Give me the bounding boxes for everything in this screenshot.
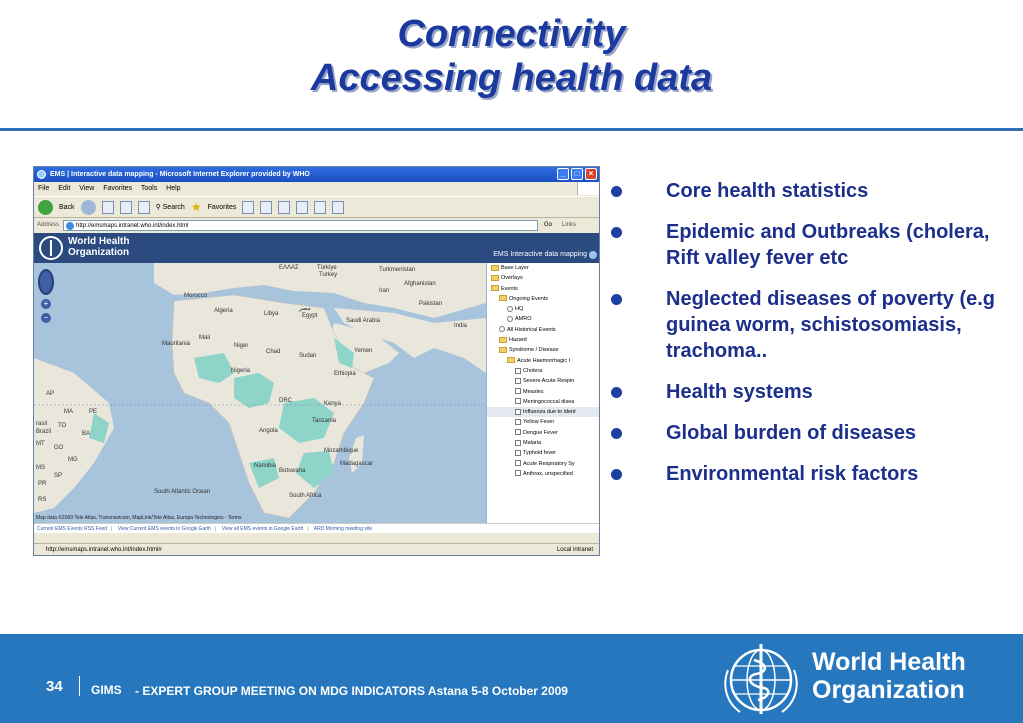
menu-tools[interactable]: Tools	[140, 185, 158, 192]
close-icon[interactable]: ×	[585, 168, 597, 180]
ems-org-line-2: Organization	[68, 247, 130, 258]
layer-tree-panel	[486, 263, 600, 523]
map-label-south-atlantic: South Atlantic Ocean	[154, 489, 211, 495]
map-label-pe: PE	[89, 409, 98, 415]
map-label-tanzania: Tanzania	[312, 418, 337, 424]
who-wordmark	[812, 648, 966, 704]
layer-tree-label: Typhoid fever	[523, 450, 557, 457]
map-label-mauritania: Mauritania	[162, 341, 191, 347]
stop-icon[interactable]	[102, 201, 114, 214]
map-label-ba: BA	[82, 431, 91, 437]
map-label-turkmenistan: Turkmenistan	[379, 267, 416, 273]
layer-tree-item[interactable]	[487, 397, 600, 407]
layer-tree-label: Acute Respiratory Sy	[523, 460, 575, 467]
layer-tree-label: Measles	[523, 388, 544, 395]
map-label-sp: SP	[54, 473, 63, 479]
layer-tree-label: AMRO	[515, 316, 532, 323]
browser-titlebar	[34, 167, 599, 182]
map-label-rs: RS	[38, 497, 47, 503]
map-label-pakistan: Pakistan	[419, 301, 443, 307]
layer-tree-label: Hazard	[509, 337, 527, 344]
address-url: http://emsmaps.intranet.who.int/index.html	[76, 222, 189, 229]
map-label-pr: PR	[38, 481, 47, 487]
bullet-icon	[611, 469, 622, 480]
layer-tree-label: Influenza due to ident	[523, 409, 576, 416]
maximize-icon[interactable]: □	[571, 168, 583, 180]
map-label-mozambique: Mozambique	[324, 448, 359, 454]
layer-tree-label: Base Layer	[501, 265, 529, 271]
rss-feed-link[interactable]: Current EMS Events RSS Feed	[37, 526, 108, 532]
browser-menubar	[34, 182, 599, 195]
browser-toolbar	[34, 196, 599, 218]
menu-favorites[interactable]: Favorites	[103, 185, 133, 192]
layer-tree-item[interactable]	[487, 325, 600, 335]
map-label-drc: DRC	[279, 398, 292, 404]
slide-number-divider	[79, 676, 80, 696]
ems-org-line-1: World Health	[68, 236, 130, 247]
back-icon[interactable]	[38, 200, 53, 215]
checkbox-icon[interactable]	[515, 388, 521, 394]
map-label-greece: ΕΛΛΑΣ	[279, 265, 299, 271]
checkbox-icon[interactable]	[515, 419, 521, 425]
list-item	[605, 461, 1023, 487]
folder-icon[interactable]	[499, 337, 507, 343]
map-label-yemen: Yemen	[354, 348, 373, 354]
list-item	[605, 379, 1023, 405]
menu-help[interactable]: Help	[166, 185, 181, 192]
layer-tree-label: Meningococcal disea	[523, 398, 575, 405]
map-credit: Map data ©2009 Tele Atlas, Transnavicom, MapLink/Tele Atlas, Europa Technologies - Terms	[36, 515, 242, 521]
menu-edit[interactable]: Edit	[58, 185, 71, 192]
layer-tree-item[interactable]	[487, 417, 600, 427]
checkbox-icon[interactable]	[515, 409, 521, 415]
help-icon[interactable]	[589, 251, 597, 259]
layer-tree-item[interactable]	[487, 438, 600, 448]
map-label-namibia: Namibia	[254, 463, 277, 469]
map-label-iran: Iran	[379, 288, 390, 294]
layer-tree-item[interactable]	[487, 345, 600, 355]
links-button[interactable]: Links	[562, 222, 577, 228]
layer-tree-item[interactable]	[487, 273, 600, 283]
who-emblem-icon	[718, 640, 804, 720]
who-wordmark-line-2: Organization	[812, 676, 965, 704]
go-button[interactable]: Go	[544, 222, 553, 228]
map-label-egypt: Egypt	[302, 313, 318, 319]
layer-tree-item[interactable]	[487, 448, 600, 458]
map-label-libya: Libya	[264, 311, 279, 317]
radio-icon[interactable]	[499, 326, 505, 332]
who-wordmark-line-1: World Health	[812, 648, 966, 676]
layer-tree-label: Anthrax, unspecified	[523, 470, 573, 477]
search-button[interactable]: ⚲ Search	[155, 204, 185, 211]
favorites-star-icon[interactable]: ★	[190, 200, 202, 214]
program-name: GIMS	[91, 683, 122, 697]
map-label-nigeria: Nigeria	[231, 368, 251, 374]
status-zone: Local intranet	[556, 547, 593, 553]
refresh-icon[interactable]	[120, 201, 132, 214]
search-button-label: Search	[162, 204, 185, 211]
bullet-icon	[611, 227, 622, 238]
folder-icon[interactable]	[491, 275, 499, 281]
forward-icon[interactable]	[81, 200, 96, 215]
list-item-text: Neglected diseases of poverty (e.g guinea worm, schistosomiasis, trachoma..	[666, 288, 996, 362]
back-button-label[interactable]: Back	[59, 203, 75, 211]
print-icon[interactable]	[278, 201, 290, 214]
list-item	[605, 219, 1023, 271]
slide-title	[0, 12, 1023, 100]
map-label-egypt-ar: مصر	[299, 306, 311, 312]
map-label-ms: MS	[36, 465, 45, 471]
topic-list	[605, 178, 1023, 502]
layer-tree-item[interactable]	[487, 459, 600, 469]
folder-icon[interactable]	[499, 295, 507, 301]
checkbox-icon[interactable]	[515, 460, 521, 466]
folder-icon[interactable]	[314, 201, 326, 214]
map-label-south-africa: South Africa	[289, 493, 322, 499]
title-line-2: Accessing health data	[310, 57, 713, 99]
layer-tree-label: All Historical Events	[507, 326, 556, 333]
address-input[interactable]	[63, 220, 538, 231]
bullet-icon	[611, 294, 622, 305]
folder-icon[interactable]	[499, 347, 507, 353]
layer-tree-item[interactable]	[487, 469, 600, 479]
who-emblem-icon	[39, 236, 63, 260]
checkbox-icon[interactable]	[515, 470, 521, 476]
pan-control-icon[interactable]	[38, 269, 54, 295]
list-item	[605, 420, 1023, 446]
map-label-to: TO	[58, 423, 67, 429]
layer-tree-item[interactable]	[487, 304, 600, 314]
map-label-ma: MA	[64, 409, 73, 415]
home-icon[interactable]	[138, 201, 150, 214]
slide-number: 34	[46, 678, 63, 695]
mail-icon[interactable]	[260, 201, 272, 214]
bullet-icon	[611, 186, 622, 197]
map-label-mg: MG	[68, 457, 78, 463]
map-label-mt: MT	[36, 441, 45, 447]
map-label-mali: Mali	[199, 335, 211, 341]
map-label-turkey-en: Turkey	[319, 272, 338, 278]
checkbox-icon[interactable]	[515, 429, 521, 435]
browser-screenshot	[33, 166, 600, 556]
layer-tree-item[interactable]	[487, 335, 600, 345]
layer-tree-label: Dengue Fever	[523, 429, 558, 436]
layer-tree-label: Acute Haemorrhagic I	[517, 357, 571, 364]
list-item-text: Environmental risk factors	[666, 463, 919, 485]
folder-icon[interactable]	[491, 285, 499, 291]
messenger-icon[interactable]	[332, 201, 344, 214]
title-divider	[0, 128, 1023, 131]
history-icon[interactable]	[242, 201, 254, 214]
title-line-1: Connectivity	[397, 13, 626, 55]
browser-window-title: EMS | Interactive data mapping - Microsoft Internet Explorer provided by WHO	[50, 171, 310, 178]
checkbox-icon[interactable]	[515, 368, 521, 374]
meeting-caption: - EXPERT GROUP MEETING ON MDG INDICATORS Astana 5-8 October 2009	[135, 684, 568, 698]
map-label-chad: Chad	[266, 349, 281, 355]
zoom-out-icon[interactable]: −	[41, 313, 51, 323]
ie-icon	[37, 170, 46, 179]
menu-view[interactable]: View	[79, 185, 95, 192]
list-item-text: Epidemic and Outbreaks (cholera, Rift valley fever etc	[666, 221, 990, 269]
layer-tree-label: HQ	[515, 306, 524, 313]
layer-tree-label: Overlays	[501, 275, 523, 282]
layer-tree-label: Severe Acute Respin	[523, 378, 575, 385]
layer-tree-label: Syndrome / Disease	[509, 347, 559, 354]
list-item-text: Health systems	[666, 381, 813, 403]
page-icon	[66, 222, 74, 230]
map-label-algeria: Algeria	[214, 308, 233, 314]
map-label-sudan: Sudan	[299, 353, 317, 359]
window-controls	[557, 168, 597, 180]
map-label-angola: Angola	[259, 428, 278, 434]
favorites-button-label[interactable]: Favorites	[207, 203, 237, 211]
ems-org-name	[68, 236, 148, 258]
layer-tree-item[interactable]	[487, 356, 600, 366]
zoom-in-icon[interactable]: +	[41, 299, 51, 309]
layer-tree-label: Ongoing Events	[509, 295, 549, 302]
folder-icon[interactable]	[507, 357, 515, 363]
layer-tree-item[interactable]	[487, 294, 600, 304]
bullet-icon	[611, 387, 622, 398]
windows-flag-icon	[577, 182, 599, 195]
checkbox-icon[interactable]	[515, 440, 521, 446]
address-label: Address	[37, 222, 60, 228]
list-item-text: Core health statistics	[666, 180, 869, 202]
browser-statusbar	[34, 543, 599, 556]
map-label-brazil: Brazil	[36, 429, 52, 435]
slide-footer	[0, 634, 1023, 723]
radio-icon[interactable]	[507, 306, 513, 312]
disease-map[interactable]	[34, 263, 486, 523]
ems-footer-links: Current EMS Events RSS Feed | View Current EMS events in Google Earth | View all EMS events in Google Earth | ARD Morning meeting site	[34, 523, 599, 533]
menu-file[interactable]: File	[38, 185, 50, 192]
map-label-morocco: Morocco	[184, 293, 208, 299]
layer-tree-label: Events	[501, 285, 518, 292]
layer-tree-label: Malaria	[523, 440, 542, 447]
morning-meeting-link[interactable]: ARD Morning meeting site	[313, 526, 373, 532]
folder-icon[interactable]	[491, 265, 499, 271]
ems-app-title: EMS Interactive data mapping	[493, 251, 587, 258]
checkbox-icon[interactable]	[515, 378, 521, 384]
layer-tree-item[interactable]	[487, 284, 600, 294]
bullet-icon	[611, 428, 622, 439]
layer-tree-item[interactable]	[487, 428, 600, 438]
layer-tree-item[interactable]	[487, 314, 600, 324]
map-label-go: GO	[54, 445, 64, 451]
map-label-turkey: Türkiye	[317, 265, 337, 271]
list-item	[605, 178, 1023, 204]
ems-webpage	[34, 233, 599, 532]
list-item	[605, 286, 1023, 364]
map-label-ethiopia: Ethiopia	[334, 371, 356, 377]
list-item-text: Global burden of diseases	[666, 422, 917, 444]
status-url: http://emsmaps.intranet.who.int/index.html#	[46, 547, 162, 553]
map-label-madagascar: Madagascar	[340, 461, 374, 467]
layer-tree-item[interactable]	[487, 366, 600, 376]
map-label-afghanistan: Afghanistan	[404, 281, 436, 287]
map-label-niger: Niger	[234, 343, 249, 349]
minimize-icon[interactable]: _	[557, 168, 569, 180]
layer-tree-item[interactable]	[487, 376, 600, 386]
ems-header	[34, 233, 599, 263]
radio-icon[interactable]	[507, 316, 513, 322]
google-earth-current-link[interactable]: View Current EMS events in Google Earth	[117, 526, 212, 532]
layer-tree-label: Yellow Fever	[523, 419, 555, 426]
map-label-saudi: Saudi Arabia	[346, 318, 381, 324]
google-earth-all-link[interactable]: View all EMS events in Google Earth	[221, 526, 304, 532]
map-label-kenya: Kenya	[324, 401, 342, 407]
layer-tree-label: Cholera	[523, 367, 543, 374]
map-label-india: India	[454, 323, 468, 329]
checkbox-icon[interactable]	[515, 398, 521, 404]
map-label-ap: AP	[46, 391, 55, 397]
map-label-brasil: rasil	[36, 421, 48, 427]
layer-tree-item[interactable]	[487, 387, 600, 397]
address-bar	[34, 218, 599, 232]
map-label-botswana: Botswana	[279, 468, 306, 474]
edit-icon[interactable]	[296, 201, 308, 214]
checkbox-icon[interactable]	[515, 450, 521, 456]
layer-tree-item[interactable]	[487, 263, 600, 273]
layer-tree-item[interactable]	[487, 407, 600, 417]
map-navigation-control	[38, 269, 54, 323]
